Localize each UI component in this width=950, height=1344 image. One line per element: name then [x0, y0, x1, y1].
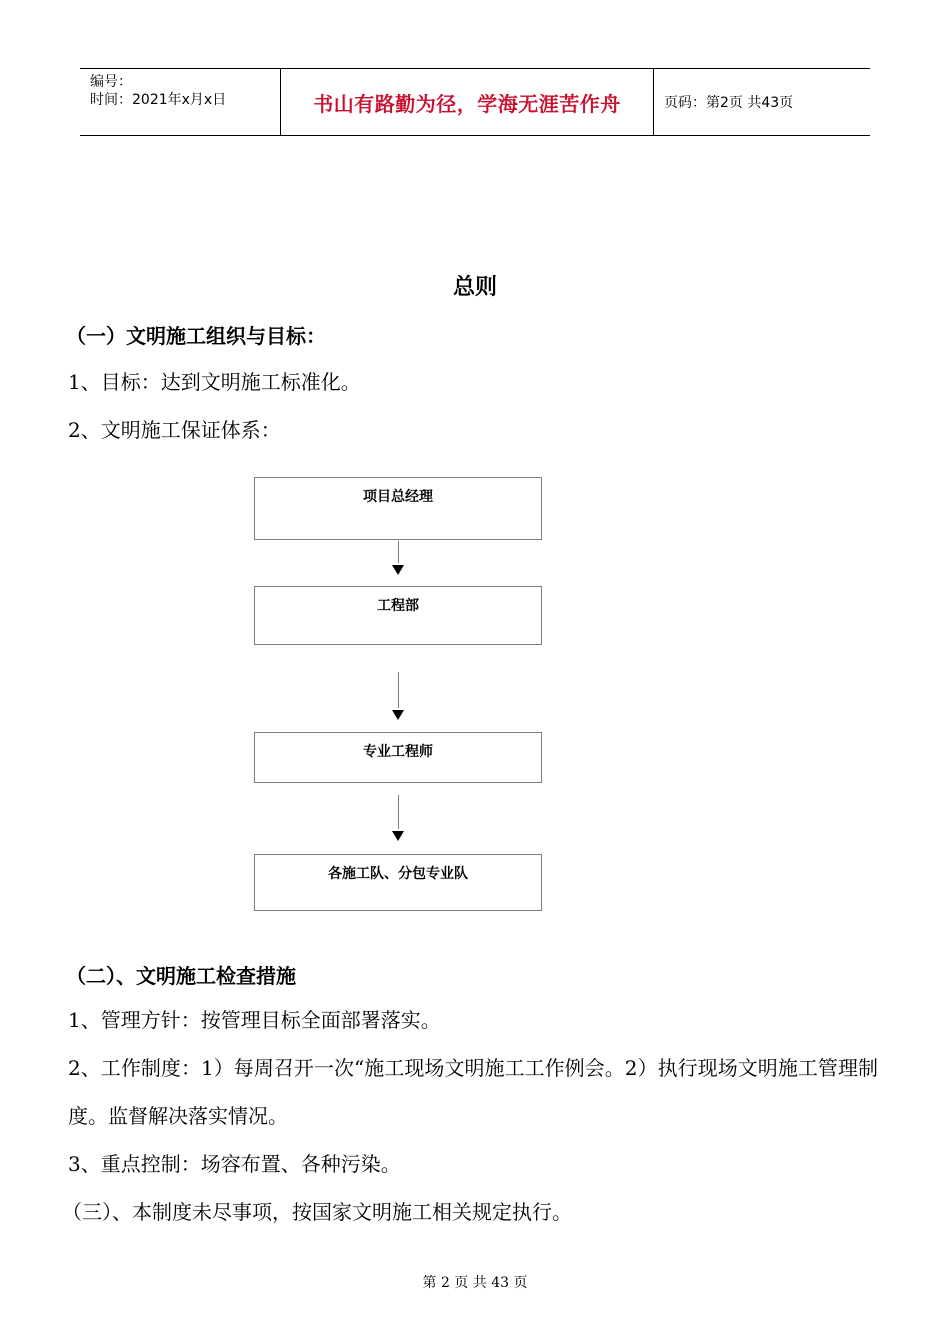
org-node-engineering-dept: 工程部 [254, 586, 542, 645]
org-node-engineer: 专业工程师 [254, 732, 542, 783]
page-footer: 第 2 页 共 43 页 [422, 1275, 528, 1291]
org-connector-line [398, 795, 399, 829]
arrow-down-icon [392, 565, 404, 575]
section3-text: （三）、本制度未尽事项，按国家文明施工相关规定执行。 [62, 1200, 572, 1224]
header-motto: 书山有路勤为径，学海无涯苦作舟 [281, 69, 654, 135]
org-node-general-manager: 项目总经理 [254, 477, 542, 540]
section2-item-3: 3、重点控制：场容布置、各种污染。 [68, 1152, 401, 1176]
number-label: 编号： [90, 74, 132, 90]
arrow-down-icon [392, 710, 404, 720]
section2-item-1: 1、管理方针：按管理目标全面部署落实。 [68, 1008, 441, 1032]
section1-item-2: 2、文明施工保证体系： [68, 418, 281, 442]
arrow-down-icon [392, 831, 404, 841]
page-header [80, 68, 870, 136]
document-title: 总则 [452, 275, 497, 300]
time-label: 时间：2021年x月x日 [90, 92, 227, 108]
header-page-info: 页码：第2页 共43页 [664, 95, 794, 111]
section2-item-2: 2、工作制度：1）每周召开一次“施工现场文明施工工作例会。2）执行现场文明施工管理制度。监督解决落实情况。 [68, 1056, 878, 1128]
section1-heading: （一）文明施工组织与目标： [66, 324, 326, 348]
header-meta [80, 69, 281, 135]
section2-heading: （二）、文明施工检查措施 [66, 964, 296, 988]
org-connector-line [398, 541, 399, 563]
org-node-construction-teams: 各施工队、分包专业队 [254, 854, 542, 911]
org-connector-line [398, 672, 399, 708]
section1-item-1: 1、目标：达到文明施工标准化。 [68, 370, 361, 394]
